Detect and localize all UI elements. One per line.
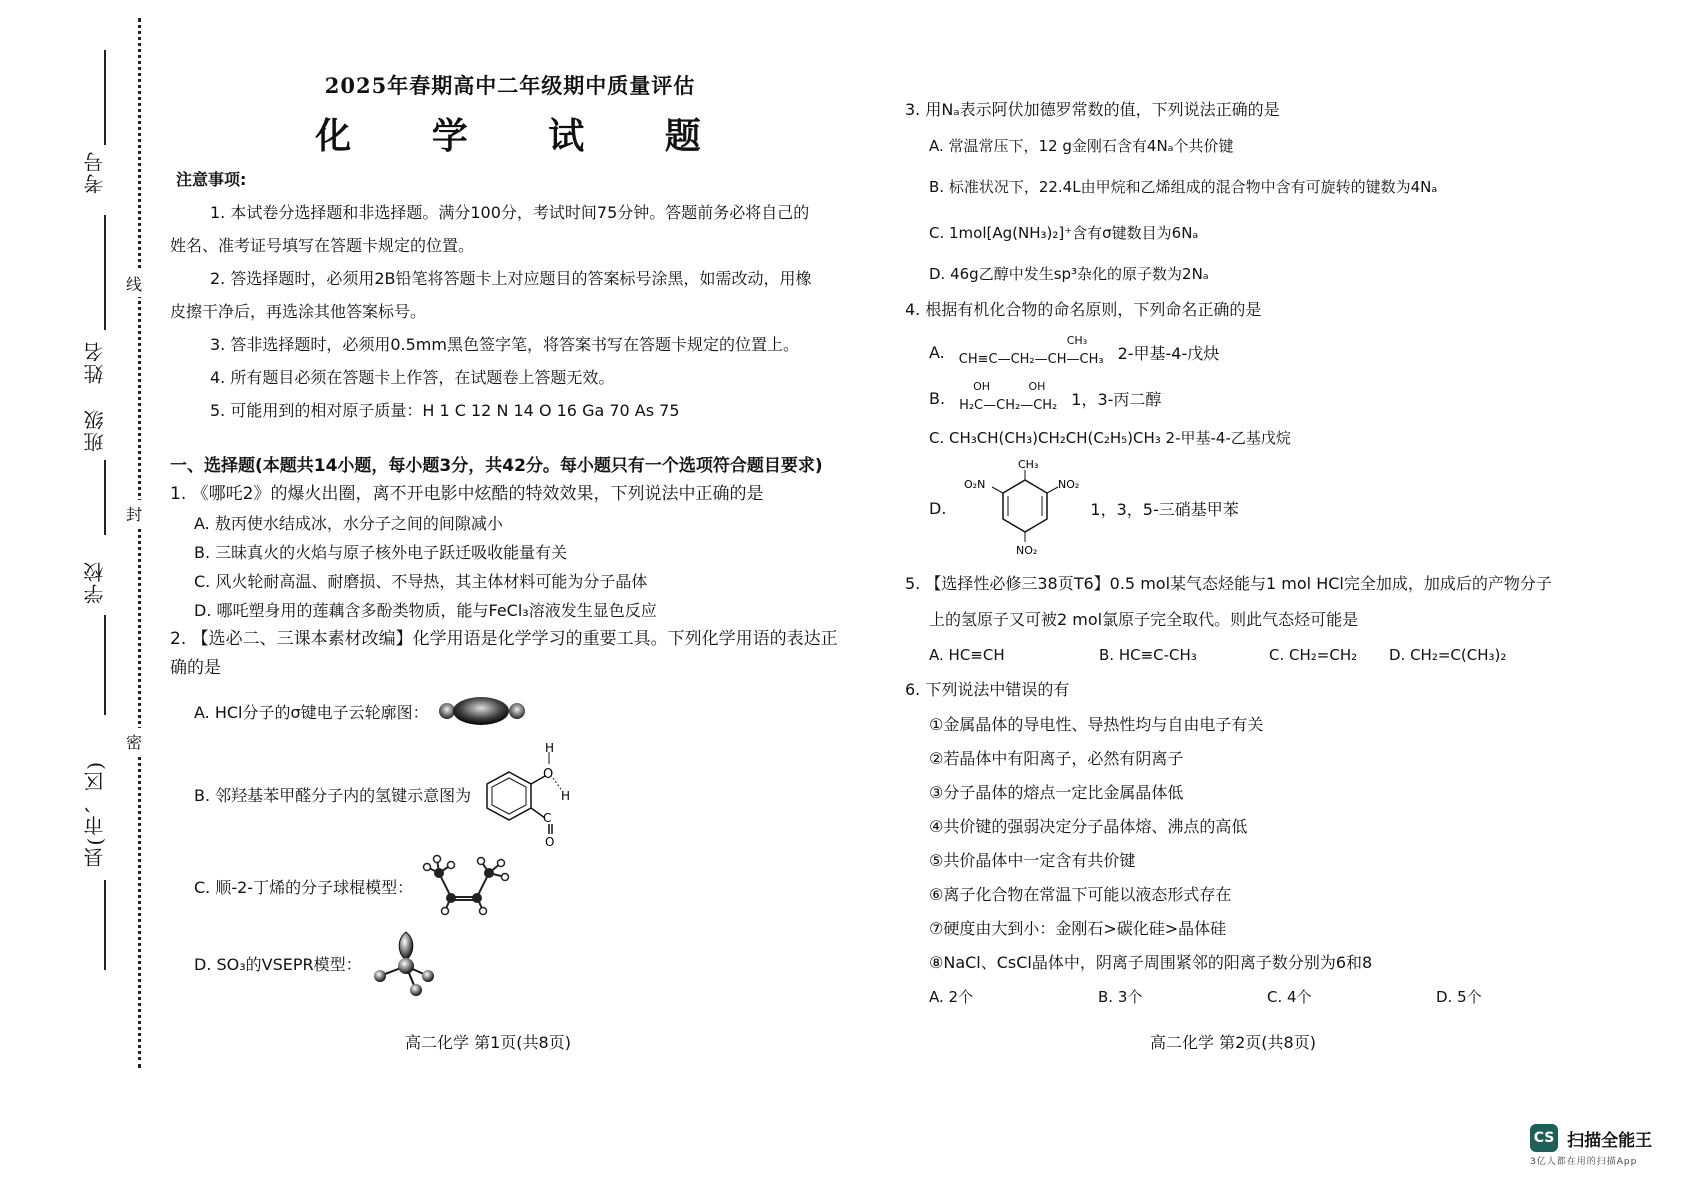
question-3-option-b: B. 标准状况下，22.4L由甲烷和乙烯组成的混合物中含有可旋转的键数为4Nₐ xyxy=(929,178,1438,196)
question-1-option-d: D. 哪吒塑身用的莲藕含多酚类物质，能与FeCl₃溶液发生显色反应 xyxy=(194,601,657,620)
option-b-formula: H₂C—CH₂—CH₂ xyxy=(959,397,1058,413)
field-line-kaohao xyxy=(104,50,106,145)
option-a-name: 2-甲基-4-戊炔 xyxy=(1117,343,1220,363)
question-6-statement: ④共价键的强弱决定分子晶体熔、沸点的高低 xyxy=(929,817,1248,836)
section-heading: 一、选择题(本题共14小题，每小题3分，共42分。每小题只有一个选项符合题目要求) xyxy=(170,456,823,476)
hydrogen-bond-structure-image xyxy=(479,742,579,846)
question-6-option-b: B. 3个 xyxy=(1098,988,1143,1006)
group-nitro-bottom: NO₂ xyxy=(1016,544,1038,557)
question-2-stem-cont: 确的是 xyxy=(170,658,221,678)
page-1 xyxy=(170,70,850,1003)
question-4-option-a: A. CH₃ CH≡C—CH₂—CH—CH₃ 2-甲基-4-戊炔 xyxy=(929,333,1220,367)
sigma-bond-orbital-image xyxy=(437,695,527,727)
question-6-statement: ⑥离子化合物在常温下可能以液态形式存在 xyxy=(929,885,1232,904)
notice-item: 2. 答选择题时，必须用2B铅笔将答题卡上对应题目的答案标号涂黑，如需改动，用橡 xyxy=(210,269,812,288)
question-4-option-d: D. CH₃ O₂N NO₂ NO₂ 1，3，5-三硝基甲苯 xyxy=(929,458,1239,557)
cis-butene-ball-stick-image xyxy=(421,853,511,919)
option-a-methyl: CH₃ xyxy=(1066,333,1088,347)
question-1-option-c: C. 风火轮耐高温、耐磨损、不导热，其主体材料可能为分子晶体 xyxy=(194,572,648,591)
notice-item: 5. 可能用到的相对原子质量：H 1 C 12 N 14 O 16 Ga 70 As 75 xyxy=(210,401,680,420)
question-5-options xyxy=(905,638,1605,672)
notice-item: 1. 本试卷分选择题和非选择题。满分100分，考试时间75分钟。答题前务必将自己的 xyxy=(210,203,810,222)
seal-char-xian: 线 xyxy=(126,270,142,297)
seal-char-feng: 封 xyxy=(126,500,142,527)
question-3-option-c: C. 1mol[Ag(NH₃)₂]⁺含有σ键数目为6Nₐ xyxy=(929,224,1199,242)
question-6-statement: ③分子晶体的熔点一定比金属晶体低 xyxy=(929,783,1184,802)
option-a-formula: CH≡C—CH₂—CH—CH₃ xyxy=(958,351,1104,367)
question-2-stem: 2. 【选必二、三课本素材改编】化学用语是化学学习的重要工具。下列化学用语的表达正 xyxy=(170,629,838,649)
question-1-option-b: B. 三昧真火的火焰与原子核外电子跃迁吸收能量有关 xyxy=(194,543,568,562)
scanner-tagline: 3亿人都在用的扫描App xyxy=(1530,1157,1638,1167)
dotted-seal-line xyxy=(138,18,141,1068)
question-3-option-a: A. 常温常压下，12 g金刚石含有4Nₐ个共价键 xyxy=(929,137,1234,155)
page-2-footer: 高二化学 第2页(共8页) xyxy=(1150,1033,1316,1052)
field-label-kaohao: 考号 xyxy=(83,150,107,194)
question-2-option-d: D. SO₃的VSEPR模型： xyxy=(170,923,850,1003)
scanner-app-name: 扫描全能王 xyxy=(1567,1130,1653,1151)
svg-text:O: O xyxy=(545,835,555,846)
seal-char-mi: 密 xyxy=(126,728,142,755)
question-2-option-a: A. HCl分子的σ键电子云轮廓图： xyxy=(170,683,850,739)
svg-text:H: H xyxy=(545,742,555,755)
question-6-statement: ⑦硬度由大到小：金刚石>碳化硅>晶体硅 xyxy=(929,919,1227,938)
field-label-xuexiao: 学校 xyxy=(83,560,107,604)
question-2-option-c: C. 顺-2-丁烯的分子球棍模型： xyxy=(170,849,850,923)
question-5-option-c: C. CH₂=CH₂ xyxy=(1269,646,1358,664)
question-5-option-d: D. CH₂=C(CH₃)₂ xyxy=(1389,646,1507,664)
question-6-options xyxy=(905,980,1605,1014)
question-6-statement: ①金属晶体的导电性、导热性均与自由电子有关 xyxy=(929,715,1264,734)
group-nitro-left: O₂N xyxy=(964,478,986,491)
svg-text:C: C xyxy=(543,811,552,825)
question-4-option-c: C. CH₃CH(CH₃)CH₂CH(C₂H₅)CH₃ 2-甲基-4-乙基戊烷 xyxy=(929,429,1291,447)
question-2-option-b: B. 邻羟基苯甲醛分子内的氢键示意图为 O H H C O xyxy=(170,739,850,849)
field-line-xuexiao xyxy=(104,615,106,715)
svg-text:O: O xyxy=(543,767,554,782)
field-label-banji: 班级 xyxy=(83,408,107,452)
scanner-watermark xyxy=(1530,1124,1680,1167)
group-nitro-right: NO₂ xyxy=(1058,478,1080,491)
field-line-xian xyxy=(104,880,106,970)
notice-item: 3. 答非选择题时，必须用0.5mm黑色签字笔，将答案书写在答题卡规定的位置上。 xyxy=(210,335,799,354)
question-6-statement: ②若晶体中有阳离子，必然有阴离子 xyxy=(929,749,1184,768)
notice-item: 皮擦干净后，再选涂其他答案标号。 xyxy=(170,302,427,321)
exam-subtitle: 2025年春期高中二年级期中质量评估 xyxy=(324,73,696,98)
question-5-option-b: B. HC≡C-CH₃ xyxy=(1099,646,1197,664)
option-b-hydroxyls: OH OH xyxy=(973,379,1046,393)
question-1-option-a: A. 敖丙使水结成冰，水分子之间的间隙减小 xyxy=(194,514,503,533)
question-1-stem: 1. 《哪吒2》的爆火出圈，离不开电影中炫酷的特效效果，下列说法中正确的是 xyxy=(170,484,764,504)
field-line-banji xyxy=(104,460,106,535)
page-2 xyxy=(905,92,1605,1014)
question-6-statement: ⑤共价晶体中一定含有共价键 xyxy=(929,851,1136,870)
question-6-option-a: A. 2个 xyxy=(929,988,974,1006)
binding-strip xyxy=(0,0,150,1190)
question-4-option-b: B. OH OH H₂C—CH₂—CH₂ 1，3-丙二醇 xyxy=(929,379,1162,413)
trinitrotoluene-structure-image xyxy=(960,458,1090,558)
notice-item: 4. 所有题目必须在答题卡上作答，在试题卷上答题无效。 xyxy=(210,368,615,387)
svg-text:H: H xyxy=(561,789,571,803)
group-methyl: CH₃ xyxy=(1018,458,1039,471)
field-label-xingming: 姓名 xyxy=(83,340,107,384)
question-6-option-d: D. 5个 xyxy=(1436,988,1482,1006)
question-3-stem: 3. 用Nₐ表示阿伏加德罗常数的值，下列说法正确的是 xyxy=(905,100,1280,119)
question-5-stem: 5. 【选择性必修三38页T6】0.5 mol某气态烃能与1 mol HCl完全加成，加成后的产物分子 xyxy=(905,574,1552,593)
field-line-xingming xyxy=(104,215,106,330)
notice-item: 姓名、准考证号填写在答题卡规定的位置。 xyxy=(170,236,475,255)
question-4-stem: 4. 根据有机化合物的命名原则，下列命名正确的是 xyxy=(905,300,1262,319)
question-6-statement: ⑧NaCl、CsCl晶体中，阴离子周围紧邻的阳离子数分别为6和8 xyxy=(929,953,1373,972)
question-5-stem-cont: 上的氢原子又可被2 mol氯原子完全取代。则此气态烃可能是 xyxy=(929,610,1359,629)
scanner-logo-icon: CS xyxy=(1530,1124,1558,1152)
so3-vsepr-model-image xyxy=(370,926,440,1000)
option-d-name: 1，3，5-三硝基甲苯 xyxy=(1090,499,1239,519)
exam-title: 化 学 试 题 xyxy=(315,115,735,157)
question-6-stem: 6. 下列说法中错误的有 xyxy=(905,680,1070,699)
option-b-structure xyxy=(959,379,1058,413)
page-1-footer: 高二化学 第1页(共8页) xyxy=(405,1033,571,1052)
notice-heading: 注意事项: xyxy=(176,170,247,189)
field-label-xian: 县(市、区) xyxy=(83,760,107,868)
question-5-option-a: A. HC≡CH xyxy=(929,646,1005,664)
option-b-name: 1，3-丙二醇 xyxy=(1071,389,1162,409)
question-6-option-c: C. 4个 xyxy=(1267,988,1312,1006)
question-3-option-d: D. 46g乙醇中发生sp³杂化的原子数为2Nₐ xyxy=(929,265,1209,283)
